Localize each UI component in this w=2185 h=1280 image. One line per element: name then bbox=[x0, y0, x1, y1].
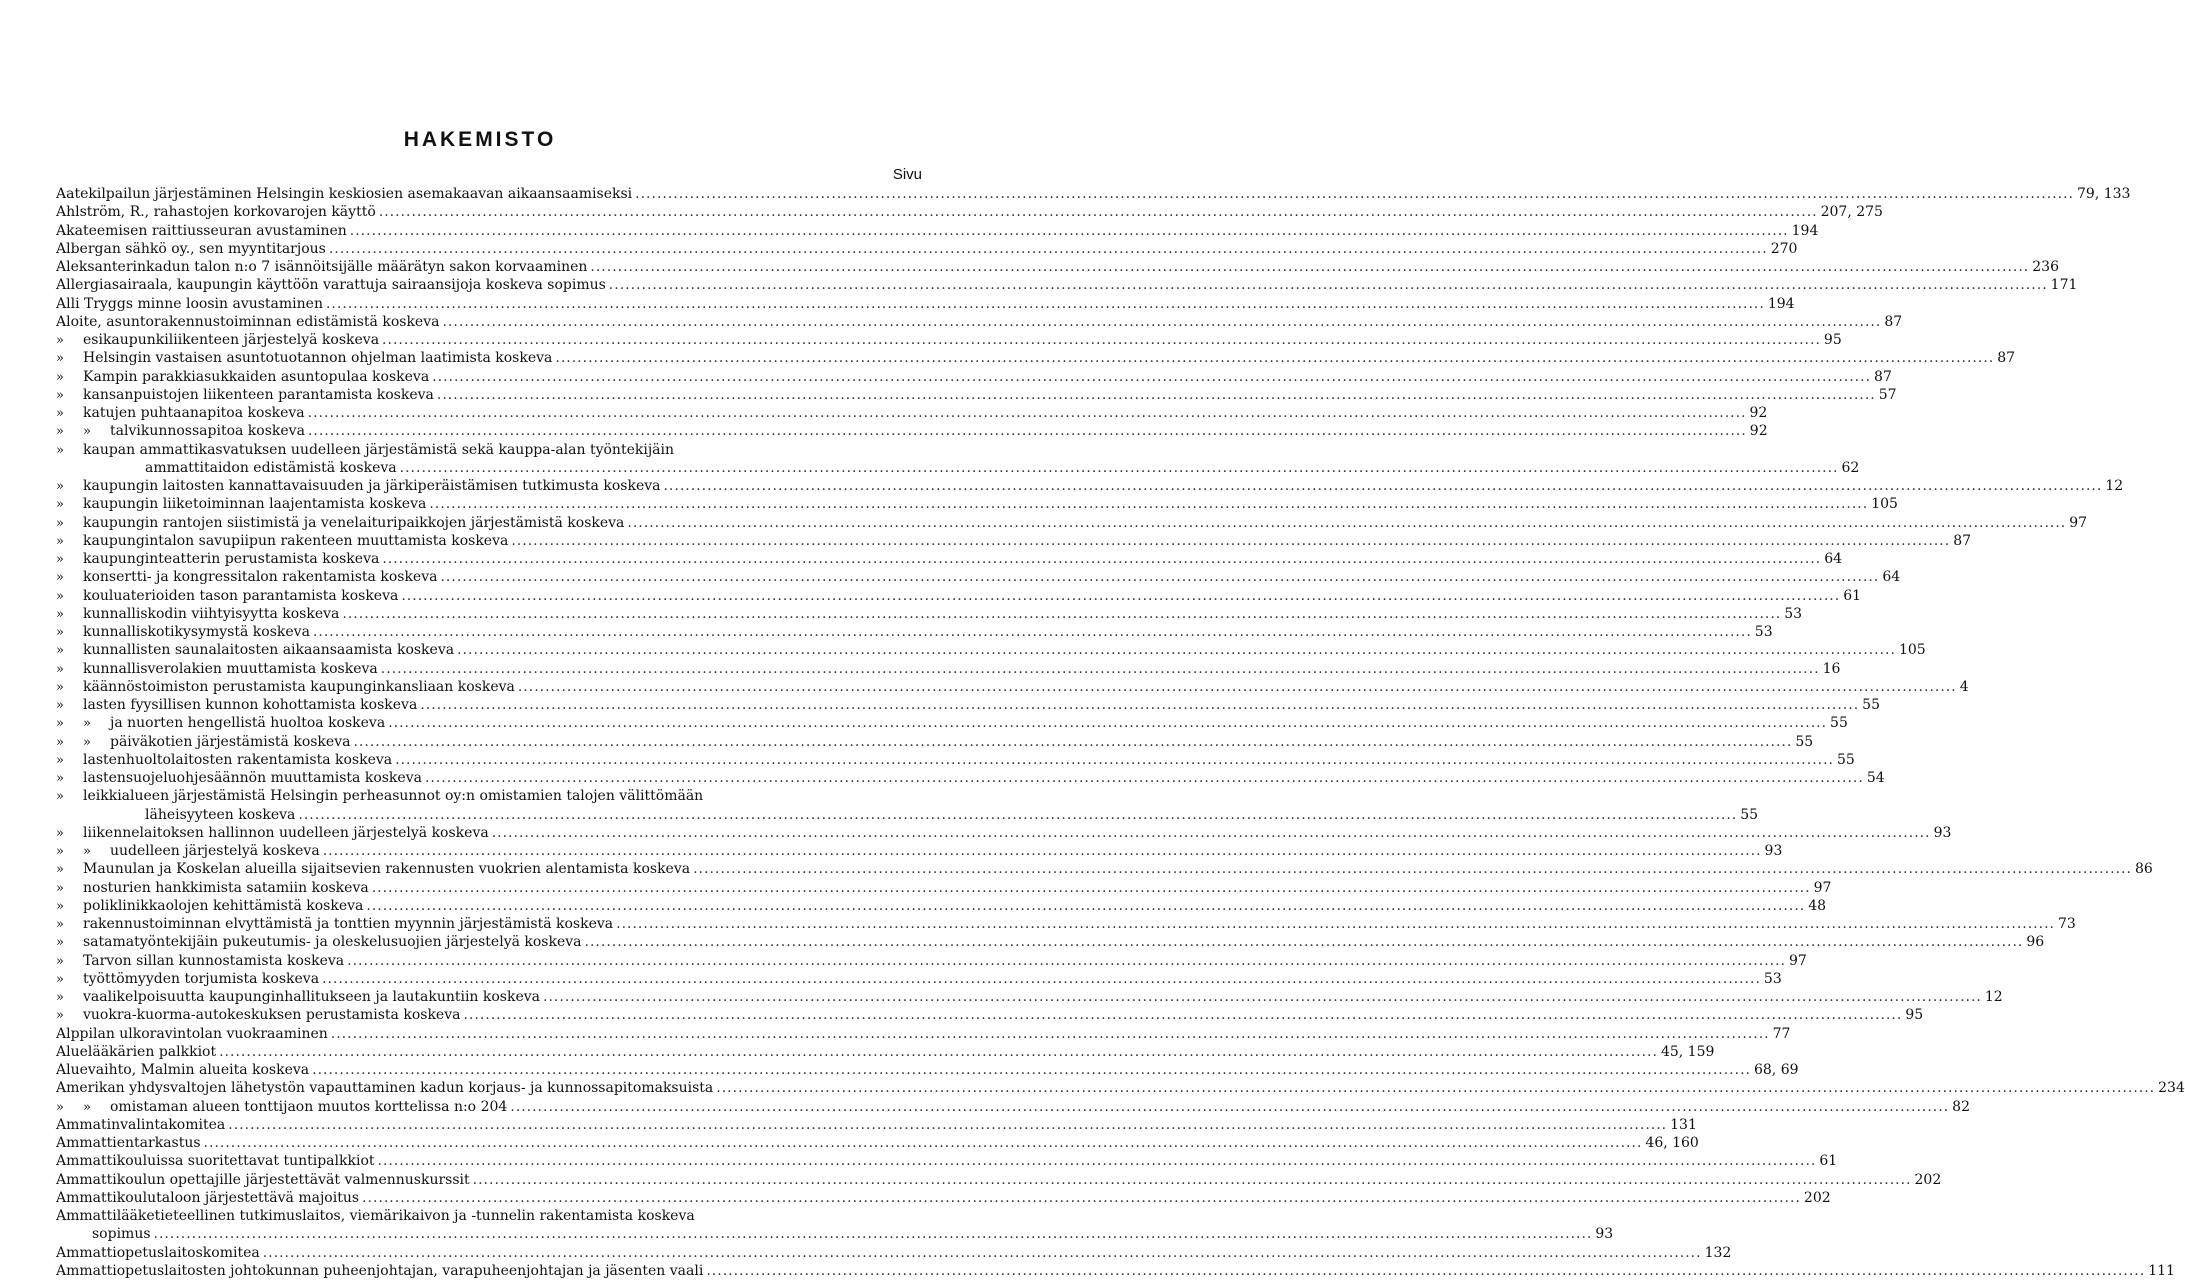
ditto-mark: » bbox=[56, 643, 64, 659]
ditto-mark: » bbox=[56, 698, 64, 713]
ditto-mark: » bbox=[56, 917, 64, 932]
entry-page-number: 87 bbox=[1884, 313, 1903, 330]
ditto-mark: » bbox=[56, 953, 64, 969]
index-entry bbox=[56, 860, 2153, 878]
entry-page-number: 97 bbox=[2069, 514, 2088, 531]
index-entry bbox=[56, 349, 2016, 367]
ditto-mark: » bbox=[56, 369, 64, 385]
dot-leader bbox=[442, 313, 1881, 331]
index-entry bbox=[56, 514, 2088, 532]
index-entry bbox=[56, 824, 1952, 842]
ditto-mark: » bbox=[83, 844, 91, 859]
entry-page-number: 236 bbox=[2032, 259, 2059, 275]
dot-leader bbox=[616, 915, 2055, 933]
entry-page-number: 87 bbox=[1874, 368, 1892, 385]
index-entry bbox=[56, 386, 1897, 404]
index-entry bbox=[56, 1262, 2175, 1280]
entry-page-number: 97 bbox=[1789, 952, 1807, 969]
index-entry bbox=[56, 313, 1903, 331]
dot-leader bbox=[400, 459, 1839, 477]
ditto-mark: » bbox=[83, 716, 91, 732]
entry-page-number: 73 bbox=[2057, 916, 2076, 932]
dot-leader bbox=[395, 751, 1834, 769]
index-entry bbox=[56, 331, 1842, 349]
entry-page-number: 45, 159 bbox=[1660, 1043, 1715, 1060]
dot-leader bbox=[331, 1025, 1770, 1043]
dot-leader bbox=[312, 1061, 1751, 1079]
dot-leader bbox=[437, 386, 1876, 404]
entry-text: Alli Tryggs minne loosin avustaminen bbox=[56, 295, 323, 312]
entry-page-number: 194 bbox=[1791, 222, 1819, 239]
entry-text: satamatyöntekijäin pukeutumis- ja oleskelusuojien järjestelyä koskeva bbox=[83, 934, 582, 951]
index-entry bbox=[56, 276, 2078, 294]
dot-leader bbox=[372, 879, 1811, 897]
entry-text: ja nuorten hengellistä huoltoa koskeva bbox=[110, 715, 386, 732]
index-entry bbox=[56, 1152, 1838, 1170]
ditto-mark: » bbox=[56, 552, 64, 567]
index-entry bbox=[56, 568, 1901, 586]
index-entry bbox=[56, 1025, 1791, 1043]
entry-text: Aleksanterinkadun talon n:o 7 isännöitsijälle määrätyn sakon korvaaminen bbox=[56, 259, 588, 275]
ditto-mark: » bbox=[56, 570, 64, 586]
ditto-mark: » bbox=[83, 734, 91, 750]
dot-leader bbox=[204, 1134, 1643, 1152]
entry-text: kunnalliskotikysymystä koskeva bbox=[83, 624, 310, 640]
entry-text: Aluevaihto, Malmin alueita koskeva bbox=[56, 1062, 310, 1078]
entry-page-number: 61 bbox=[1843, 587, 1862, 604]
index-entry bbox=[56, 495, 1898, 513]
ditto-mark: » bbox=[56, 606, 64, 622]
entry-text: talvikunnossapitoa koskeva bbox=[110, 423, 305, 440]
dot-leader bbox=[322, 970, 1761, 988]
dot-leader bbox=[511, 532, 1950, 550]
index-entry bbox=[56, 806, 1759, 824]
entry-page-number: 53 bbox=[1763, 970, 1782, 987]
dot-leader bbox=[353, 733, 1792, 751]
entry-page-number: 64 bbox=[1824, 551, 1843, 567]
index-entry bbox=[56, 1116, 1697, 1134]
entry-page-number: 93 bbox=[1595, 1226, 1614, 1243]
ditto-mark: » bbox=[56, 424, 64, 440]
dot-leader bbox=[219, 1043, 1658, 1061]
ditto-mark: » bbox=[56, 387, 64, 403]
entry-text: kaupungintalon savupiipun rakenteen muuttamista koskeva bbox=[83, 532, 509, 549]
index-entry bbox=[56, 1244, 1732, 1262]
entry-text: Akateemisen raittiusseuran avustaminen bbox=[56, 222, 347, 239]
index-entry bbox=[56, 769, 1885, 787]
dot-leader bbox=[323, 842, 1762, 860]
entry-text: ammattitaidon edistämistä koskeva bbox=[145, 459, 397, 476]
dot-leader bbox=[381, 660, 1820, 678]
dot-leader bbox=[263, 1244, 1702, 1262]
entry-text: vuokra-kuorma-autokeskuksen perustamista koskeva bbox=[83, 1007, 461, 1024]
index-entry bbox=[56, 623, 1773, 641]
index-entry bbox=[56, 459, 1860, 477]
entry-page-number: 93 bbox=[1764, 843, 1783, 859]
dot-leader bbox=[326, 295, 1765, 313]
dot-leader bbox=[342, 605, 1781, 623]
entry-text: läheisyyteen koskeva bbox=[145, 806, 296, 823]
entry-text: liikennelaitoksen hallinnon uudelleen järjestelyä koskeva bbox=[83, 824, 489, 841]
entry-page-number: 95 bbox=[1905, 1007, 1924, 1024]
dot-leader bbox=[329, 240, 1768, 258]
index-entry bbox=[56, 660, 1841, 678]
index-entry bbox=[56, 879, 1832, 897]
entry-page-number: 77 bbox=[1772, 1025, 1791, 1042]
ditto-mark: » bbox=[56, 880, 64, 896]
dot-leader bbox=[609, 276, 2048, 294]
entry-text: Aluelääkärien palkkiot bbox=[56, 1043, 217, 1060]
dot-leader bbox=[382, 550, 1821, 568]
index-entry bbox=[56, 787, 922, 805]
entry-page-number: 16 bbox=[1822, 660, 1841, 677]
entry-page-number: 95 bbox=[1823, 332, 1842, 348]
entry-page-number: 131 bbox=[1670, 1116, 1697, 1133]
entry-text: kaupungin laitosten kannattavaisuuden ja järkiperäistämisen tutkimusta koskeva bbox=[83, 478, 661, 494]
ditto-mark: » bbox=[56, 351, 64, 367]
dot-leader bbox=[706, 1262, 2145, 1280]
entry-page-number: 93 bbox=[1933, 824, 1952, 841]
entry-page-number: 4 bbox=[1959, 678, 1969, 695]
entry-page-number: 68, 69 bbox=[1753, 1062, 1799, 1078]
index-entry bbox=[56, 1134, 1699, 1152]
entry-text: Alppilan ulkoravintolan vuokraaminen bbox=[56, 1025, 328, 1042]
entry-text: kouluaterioiden tason parantamista koskeva bbox=[83, 587, 399, 604]
index-entry bbox=[56, 733, 1814, 751]
dot-leader bbox=[627, 514, 2066, 532]
entry-page-number: 87 bbox=[1953, 532, 1972, 549]
entry-page-number: 207, 275 bbox=[1820, 204, 1883, 221]
index-entry bbox=[56, 1006, 1924, 1024]
ditto-mark: » bbox=[56, 497, 64, 513]
entry-text: Tarvon sillan kunnostamista koskeva bbox=[83, 952, 345, 969]
index-entry bbox=[56, 203, 1883, 221]
ditto-mark: » bbox=[56, 825, 64, 841]
ditto-mark: » bbox=[56, 333, 64, 348]
entry-page-number: 48 bbox=[1808, 897, 1827, 914]
index-entry bbox=[56, 404, 1768, 422]
index-entry bbox=[56, 295, 1795, 313]
entry-page-number: 57 bbox=[1878, 386, 1897, 403]
ditto-mark: » bbox=[56, 1008, 64, 1024]
index-entry bbox=[56, 678, 1969, 696]
index-entry bbox=[56, 897, 1827, 915]
entry-page-number: 55 bbox=[1740, 806, 1759, 823]
entry-text: vaalikelpoisuutta kaupunginhallitukseen ja lautakuntiin koskeva bbox=[83, 989, 541, 1005]
index-entry bbox=[56, 587, 1862, 605]
dot-leader bbox=[635, 185, 2074, 203]
entry-text: Ammattiopetuslaitosten johtokunnan puheenjohtajan, varapuheenjohtajan ja jäsenten vaali bbox=[56, 1262, 704, 1279]
ditto-mark: » bbox=[56, 625, 64, 640]
entry-page-number: 79, 133 bbox=[2077, 186, 2131, 202]
entry-text: Kampin parakkiasukkaiden asuntopulaa koskeva bbox=[83, 368, 430, 385]
dot-leader bbox=[492, 824, 1931, 842]
entry-text: kaupungin liiketoiminnan laajentamista koskeva bbox=[83, 496, 427, 513]
dot-leader bbox=[350, 222, 1789, 240]
ditto-mark: » bbox=[83, 424, 91, 440]
index-entry bbox=[56, 751, 1855, 769]
entry-page-number: 202 bbox=[1914, 1171, 1942, 1188]
index-entry bbox=[56, 1043, 1715, 1061]
entry-page-number: 105 bbox=[1871, 496, 1898, 513]
entry-text: Ammattikoulutaloon järjestettävä majoitus bbox=[56, 1189, 360, 1206]
entry-text: lasten fyysillisen kunnon kohottamista koskeva bbox=[83, 697, 418, 713]
dot-leader bbox=[308, 422, 1747, 440]
entry-text: kunnallisverolakien muuttamista koskeva bbox=[83, 660, 378, 677]
entry-page-number: 105 bbox=[1898, 642, 1926, 659]
entry-text: katujen puhtaanapitoa koskeva bbox=[83, 405, 305, 421]
dot-leader bbox=[308, 404, 1747, 422]
ditto-mark: » bbox=[56, 661, 64, 677]
entry-text: kansanpuistojen liikenteen parantamista koskeva bbox=[83, 386, 434, 403]
entry-text: kaupungin rantojen siistimistä ja venelaituripaikkojen järjestämistä koskeva bbox=[83, 514, 625, 531]
dot-leader bbox=[154, 1225, 1593, 1243]
index-entry bbox=[56, 1225, 1614, 1243]
entry-page-number: 92 bbox=[1749, 405, 1768, 421]
dot-leader bbox=[362, 1189, 1801, 1207]
entry-text: Ahlström, R., rahastojen korkovarojen käyttö bbox=[56, 204, 376, 221]
entry-text: sopimus bbox=[92, 1226, 151, 1243]
entry-text: kaupan ammattikasvatuksen uudelleen järjestämistä sekä kauppa-alan työntekijäin bbox=[83, 441, 674, 458]
dot-leader bbox=[388, 714, 1827, 732]
index-entry bbox=[56, 952, 1807, 970]
entry-page-number: 132 bbox=[1704, 1244, 1732, 1261]
ditto-mark: » bbox=[56, 442, 64, 458]
index-entry bbox=[56, 714, 1848, 732]
dot-leader bbox=[555, 349, 1994, 367]
entry-page-number: 55 bbox=[1837, 751, 1855, 768]
page-title: HAKEMISTO bbox=[403, 128, 557, 151]
dot-leader bbox=[366, 897, 1805, 915]
entry-page-number: 97 bbox=[1813, 879, 1832, 896]
entry-page-number: 270 bbox=[1770, 240, 1798, 257]
entry-page-number: 82 bbox=[1952, 1098, 1970, 1115]
index-entry bbox=[56, 258, 2059, 276]
ditto-mark: » bbox=[56, 844, 64, 859]
ditto-mark: » bbox=[56, 679, 64, 695]
column-header-page: Sivu bbox=[892, 166, 922, 183]
entry-page-number: 55 bbox=[1830, 715, 1848, 732]
dot-leader bbox=[693, 860, 2132, 878]
ditto-mark: » bbox=[56, 752, 64, 768]
entry-page-number: 92 bbox=[1749, 423, 1768, 440]
entry-page-number: 53 bbox=[1754, 624, 1773, 640]
dot-leader bbox=[228, 1116, 1667, 1134]
entry-text: Amerikan yhdysvaltojen lähetystön vapauttaminen kadun korjaus- ja kunnossapitomaksuista bbox=[56, 1080, 714, 1097]
index-entry bbox=[56, 240, 1798, 258]
index-entry bbox=[56, 1171, 1942, 1189]
entry-text: Ammattikouluissa suoritettavat tuntipalkkiot bbox=[56, 1153, 375, 1170]
entry-page-number: 53 bbox=[1784, 605, 1803, 622]
entry-page-number: 55 bbox=[1795, 733, 1814, 750]
entry-text: päiväkotien järjestämistä koskeva bbox=[110, 733, 351, 750]
entry-page-number: 46, 160 bbox=[1645, 1135, 1699, 1151]
entry-text: esikaupunkiliikenteen järjestelyä koskeva bbox=[83, 332, 380, 348]
index-entry bbox=[56, 422, 1768, 440]
dot-leader bbox=[663, 477, 2102, 495]
index-list bbox=[56, 185, 2185, 1280]
ditto-mark: » bbox=[56, 935, 64, 951]
index-entry bbox=[56, 532, 1972, 550]
dot-leader bbox=[590, 258, 2029, 276]
ditto-mark: » bbox=[56, 789, 64, 805]
entry-text: konsertti- ja kongressitalon rakentamista koskeva bbox=[83, 569, 438, 586]
index-entry bbox=[56, 1189, 1831, 1207]
index-entry bbox=[56, 915, 2076, 933]
dot-leader bbox=[518, 678, 1957, 696]
dot-leader bbox=[463, 1006, 1902, 1024]
index-entry bbox=[56, 641, 1926, 659]
index-entry bbox=[56, 842, 1783, 860]
dot-leader bbox=[401, 587, 1840, 605]
entry-text: Maunulan ja Koskelan alueilla sijaitsevien rakennusten vuokrien alentamista koskeva bbox=[83, 861, 691, 878]
entry-page-number: 234 bbox=[2158, 1080, 2185, 1097]
entry-page-number: 202 bbox=[1803, 1189, 1831, 1206]
index-entry bbox=[56, 222, 1819, 240]
entry-text: kunnalliskodin viihtyisyytta koskeva bbox=[83, 605, 340, 622]
ditto-mark: » bbox=[56, 515, 64, 531]
ditto-mark: » bbox=[56, 771, 64, 786]
entry-page-number: 54 bbox=[1866, 770, 1885, 786]
dot-leader bbox=[429, 495, 1868, 513]
dot-leader bbox=[420, 696, 1859, 714]
entry-text: käännöstoimiston perustamista kaupunginkansliaan koskeva bbox=[83, 678, 515, 695]
dot-leader bbox=[716, 1079, 2155, 1097]
entry-page-number: 111 bbox=[2148, 1262, 2175, 1279]
dot-leader bbox=[457, 641, 1896, 659]
index-entry bbox=[56, 605, 1803, 623]
entry-page-number: 87 bbox=[1997, 350, 2016, 367]
dot-leader bbox=[473, 1171, 1912, 1189]
entry-page-number: 194 bbox=[1767, 295, 1795, 312]
entry-text: Ammattilääketieteellinen tutkimuslaitos, viemärikaivon ja -tunnelin rakentamista koskeva bbox=[56, 1208, 695, 1224]
index-entry bbox=[56, 988, 2003, 1006]
entry-page-number: 96 bbox=[2026, 934, 2045, 951]
dot-leader bbox=[298, 806, 1737, 824]
entry-text: rakennustoiminnan elvyttämistä ja tonttien myynnin järjestämistä koskeva bbox=[83, 916, 614, 932]
index-entry bbox=[56, 696, 1880, 714]
index-entry bbox=[56, 185, 2131, 203]
dot-leader bbox=[543, 988, 1982, 1006]
entry-text: Ammattikoulun opettajille järjestettävät valmennuskurssit bbox=[56, 1171, 470, 1188]
entry-text: Helsingin vastaisen asuntotuotannon ohjelman laatimista koskeva bbox=[83, 350, 553, 367]
entry-text: Aloite, asuntorakennustoiminnan edistämistä koskeva bbox=[56, 313, 440, 330]
dot-leader bbox=[432, 368, 1871, 386]
index-entry bbox=[56, 1079, 2185, 1097]
ditto-mark: » bbox=[56, 898, 64, 914]
index-entry bbox=[56, 477, 2124, 495]
entry-text: kaupunginteatterin perustamista koskeva bbox=[83, 551, 380, 567]
entry-text: Albergan sähkö oy., sen myyntitarjous bbox=[56, 240, 326, 257]
ditto-mark: » bbox=[56, 734, 64, 750]
entry-text: työttömyyden torjumista koskeva bbox=[83, 970, 320, 987]
ditto-mark: » bbox=[56, 406, 64, 421]
entry-text: nosturien hankkimista satamiin koskeva bbox=[83, 879, 369, 896]
dot-leader bbox=[425, 769, 1864, 787]
entry-page-number: 64 bbox=[1882, 569, 1901, 586]
dot-leader bbox=[347, 952, 1786, 970]
entry-text: omistaman alueen tonttijaon muutos korttelissa n:o 204 bbox=[110, 1098, 508, 1115]
entry-page-number: 12 bbox=[2105, 478, 2124, 494]
dot-leader bbox=[585, 933, 2024, 951]
index-entry bbox=[56, 368, 1892, 386]
entry-text: uudelleen järjestelyä koskeva bbox=[110, 843, 320, 859]
entry-page-number: 171 bbox=[2050, 277, 2078, 294]
entry-text: Aatekilpailun järjestäminen Helsingin keskiosien asemakaavan aikaansaamiseksi bbox=[56, 186, 633, 202]
dot-leader bbox=[510, 1098, 1949, 1116]
entry-text: Ammattiopetuslaitoskomitea bbox=[56, 1244, 260, 1261]
ditto-mark: » bbox=[56, 716, 64, 732]
index-entry bbox=[56, 550, 1843, 568]
entry-text: kunnallisten saunalaitosten aikaansaamista koskeva bbox=[83, 642, 455, 659]
entry-text: lastensuojeluohjesäännön muuttamista koskeva bbox=[83, 770, 422, 786]
index-entry bbox=[56, 933, 2045, 951]
entry-text: Ammattientarkastus bbox=[56, 1135, 201, 1151]
entry-text: leikkialueen järjestämistä Helsingin perheasunnot oy:n omistamien talojen välittömään bbox=[83, 788, 704, 805]
ditto-mark: » bbox=[56, 588, 64, 604]
entry-page-number: 86 bbox=[2134, 861, 2153, 878]
entry-page-number: 12 bbox=[1984, 989, 2003, 1005]
dot-leader bbox=[379, 203, 1818, 221]
entry-text: poliklinikkaolojen kehittämistä koskeva bbox=[83, 897, 364, 914]
ditto-mark: » bbox=[56, 479, 64, 494]
dot-leader bbox=[313, 623, 1752, 641]
entry-text: Ammatinvalintakomitea bbox=[56, 1116, 226, 1133]
ditto-mark: » bbox=[56, 1099, 64, 1115]
ditto-mark: » bbox=[56, 862, 64, 878]
entry-page-number: 62 bbox=[1841, 459, 1860, 476]
index-entry bbox=[56, 1098, 1970, 1116]
entry-text: Allergiasairaala, kaupungin käyttöön varattuja sairaansijoja koskeva sopimus bbox=[56, 277, 606, 294]
ditto-mark: » bbox=[56, 990, 64, 1005]
index-entry bbox=[56, 1207, 922, 1225]
dot-leader bbox=[382, 331, 1821, 349]
ditto-mark: » bbox=[83, 1099, 91, 1115]
entry-page-number: 55 bbox=[1862, 697, 1880, 713]
dot-leader bbox=[440, 568, 1879, 586]
ditto-mark: » bbox=[56, 971, 64, 987]
index-entry bbox=[56, 1061, 1799, 1079]
entry-page-number: 61 bbox=[1819, 1153, 1838, 1170]
index-entry bbox=[56, 970, 1782, 988]
entry-text: lastenhuoltolaitosten rakentamista koskeva bbox=[83, 751, 393, 768]
dot-leader bbox=[378, 1152, 1817, 1170]
index-entry bbox=[56, 441, 922, 459]
ditto-mark: » bbox=[56, 533, 64, 549]
